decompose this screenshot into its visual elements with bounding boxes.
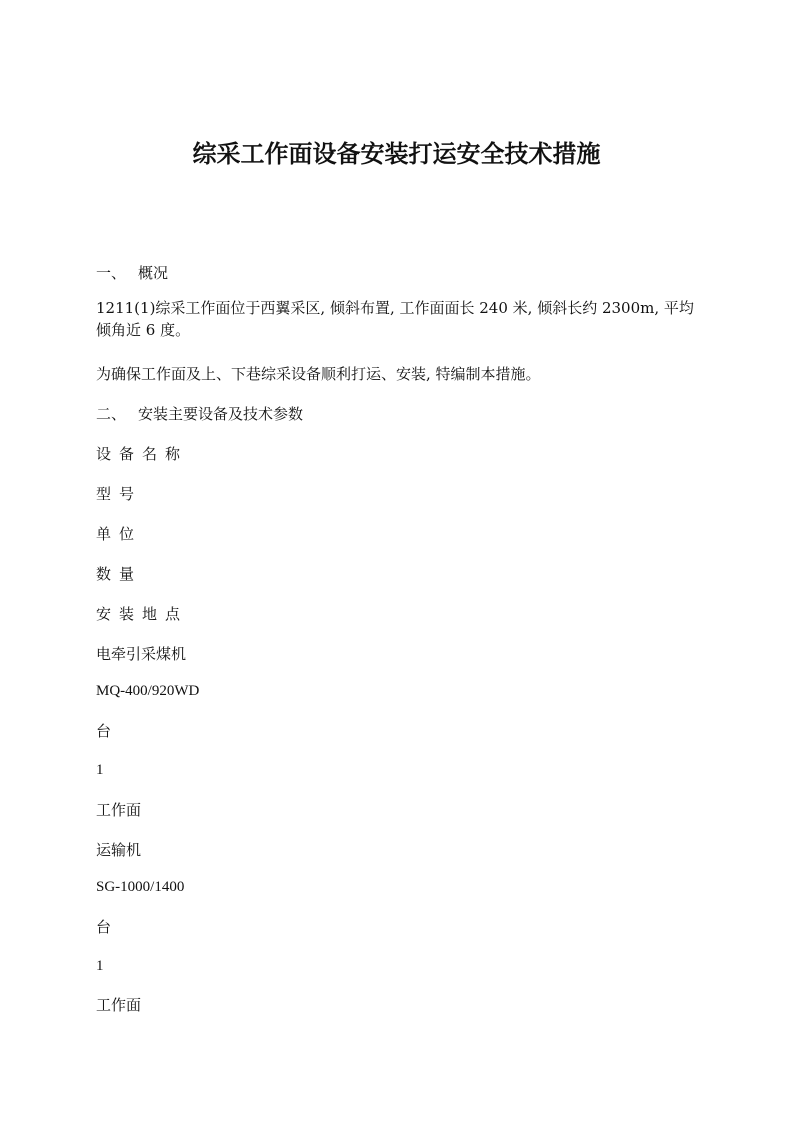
header-equipment-name: 设备名称 [96, 445, 189, 463]
section-2-number: 二、 [96, 405, 127, 423]
header-location: 安装地点 [96, 605, 189, 623]
section-1-number: 一、 [96, 264, 127, 282]
row-2-unit: 台 [96, 918, 112, 936]
row-1-unit: 台 [96, 722, 112, 740]
row-2-location: 工作面 [96, 996, 142, 1014]
document-title: 综采工作面设备安装打运安全技术措施 [192, 140, 601, 168]
row-1-location: 工作面 [96, 801, 142, 819]
section-2-title: 安装主要设备及技术参数 [138, 405, 304, 423]
row-2-model: SG-1000/1400 [96, 879, 185, 895]
row-1-name: 电牵引采煤机 [96, 645, 187, 663]
row-1-model: MQ-400/920WD [96, 683, 200, 699]
row-1-quantity: 1 [96, 762, 104, 778]
row-2-name: 运输机 [96, 841, 142, 859]
overview-paragraph: 1211(1)综采工作面位于西翼采区, 倾斜布置, 工作面面长 240 米, 倾斜长约 2300m, 平均倾角近 6 度。 [96, 299, 694, 339]
section-1-heading [96, 262, 706, 284]
header-model: 型号 [96, 485, 143, 503]
header-quantity: 数量 [96, 565, 143, 583]
section-1-title: 概况 [138, 264, 169, 282]
row-2-quantity: 1 [96, 958, 104, 974]
header-unit: 单位 [96, 525, 143, 543]
purpose-paragraph: 为确保工作面及上、下巷综采设备顺利打运、安装, 特编制本措施。 [96, 365, 541, 383]
section-2-heading [96, 403, 706, 425]
